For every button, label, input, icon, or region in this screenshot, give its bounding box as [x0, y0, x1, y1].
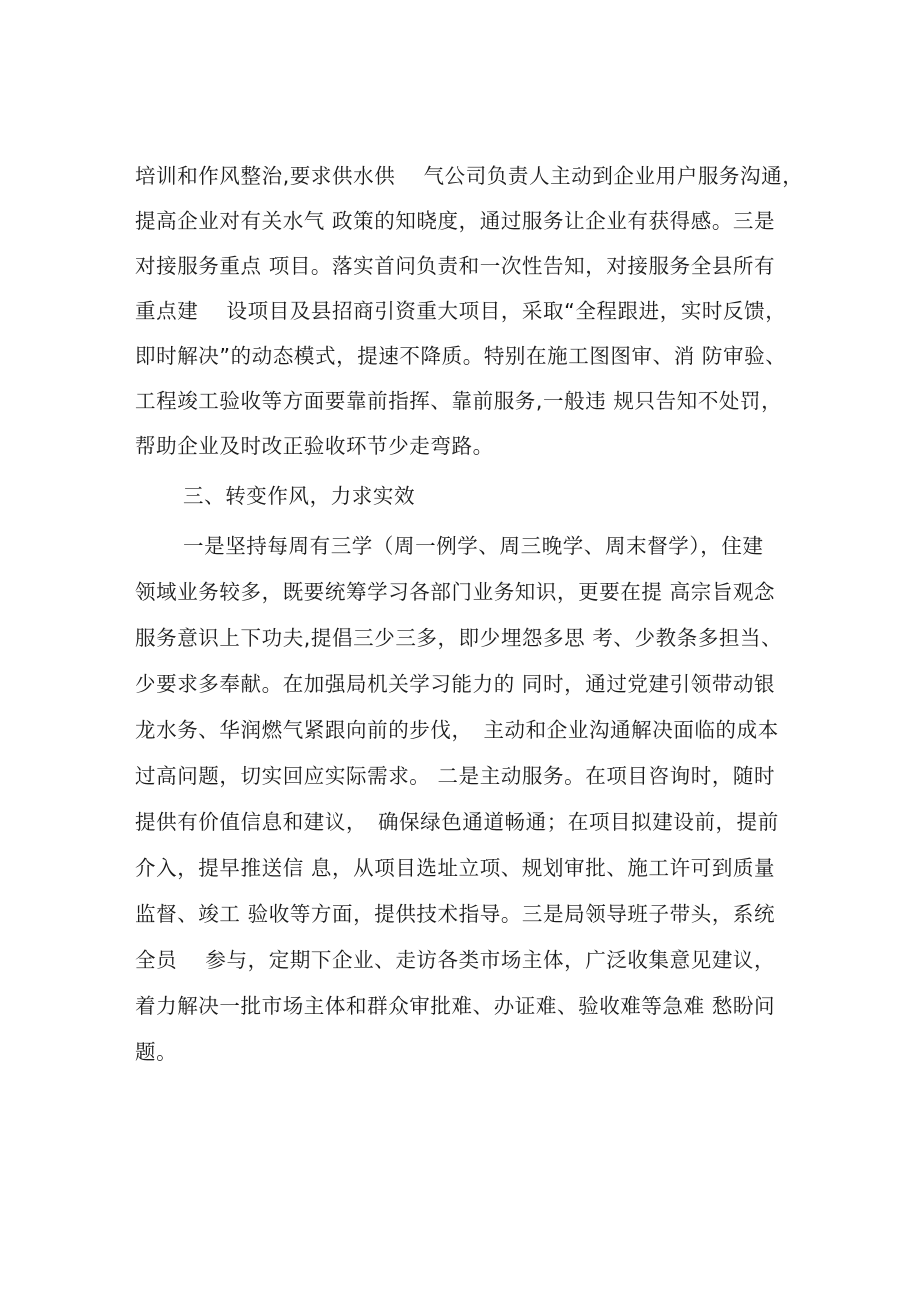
paragraph-line: 即时解决”的动态模式，提速不降质。特别在施工图图审、消 防审验、	[135, 344, 787, 368]
paragraph-line: 着力解决一批市场主体和群众审批难、办证难、验收难等急难 愁盼问	[135, 994, 776, 1018]
paragraph-line: 帮助企业及时改正验收环节少走弯路。	[135, 434, 494, 458]
paragraph-line: 少要求多奉献。在加强局机关学习能力的 同时，通过党建引领带动银	[135, 672, 776, 696]
paragraph-line: 提供有价值信息和建议， 确保绿色通道畅通；在项目拟建设前，提前	[135, 810, 779, 834]
paragraph-line: 对接服务重点 项目。落实首问负责和一次性告知，对接服务全县所有	[135, 254, 776, 278]
paragraph-line: 重点建 设项目及县招商引资重大项目，采取“全程跟进，实时反馈，	[135, 299, 787, 323]
paragraph-line: 培训和作风整治,要求供水供 气公司负责人主动到企业用户服务沟通，	[135, 164, 804, 188]
paragraph-line: 全员 参与，定期下企业、走访各类市场主体，广泛收集意见建议，	[135, 948, 776, 972]
paragraph-line: 介入，提早推送信 息，从项目选址立项、规划审批、施工许可到质量	[135, 856, 776, 880]
paragraph-line: 监督、竣工 验收等方面，提供技术指导。三是局领导班子带头，系统	[135, 902, 776, 926]
paragraph-line: 工程竣工验收等方面要靠前指挥、靠前服务,一般违 规只告知不处罚，	[135, 389, 783, 413]
paragraph-line: 一是坚持每周有三学（周一例学、周三晚学、周末督学），住建	[183, 534, 764, 558]
paragraph-line: 服务意识上下功夫,提倡三少三多，即少埋怨多思 考、少教条多担当、	[135, 626, 783, 650]
paragraph-line: 提高企业对有关水气 政策的知晓度，通过服务让企业有获得感。三是	[135, 209, 776, 233]
paragraph-line: 过高问题，切实回应实际需求。 二是主动服务。在项目咨询时，随时	[135, 764, 776, 788]
section-heading: 三、转变作风，力求实效	[183, 484, 416, 508]
paragraph-line: 领域业务较多，既要统筹学习各部门业务知识，更要在提 高宗旨观念	[135, 580, 776, 604]
paragraph-line: 龙水务、华润燃气紧跟向前的步伐， 主动和企业沟通解决面临的成本	[135, 718, 779, 742]
paragraph-line: 题。	[135, 1040, 178, 1064]
